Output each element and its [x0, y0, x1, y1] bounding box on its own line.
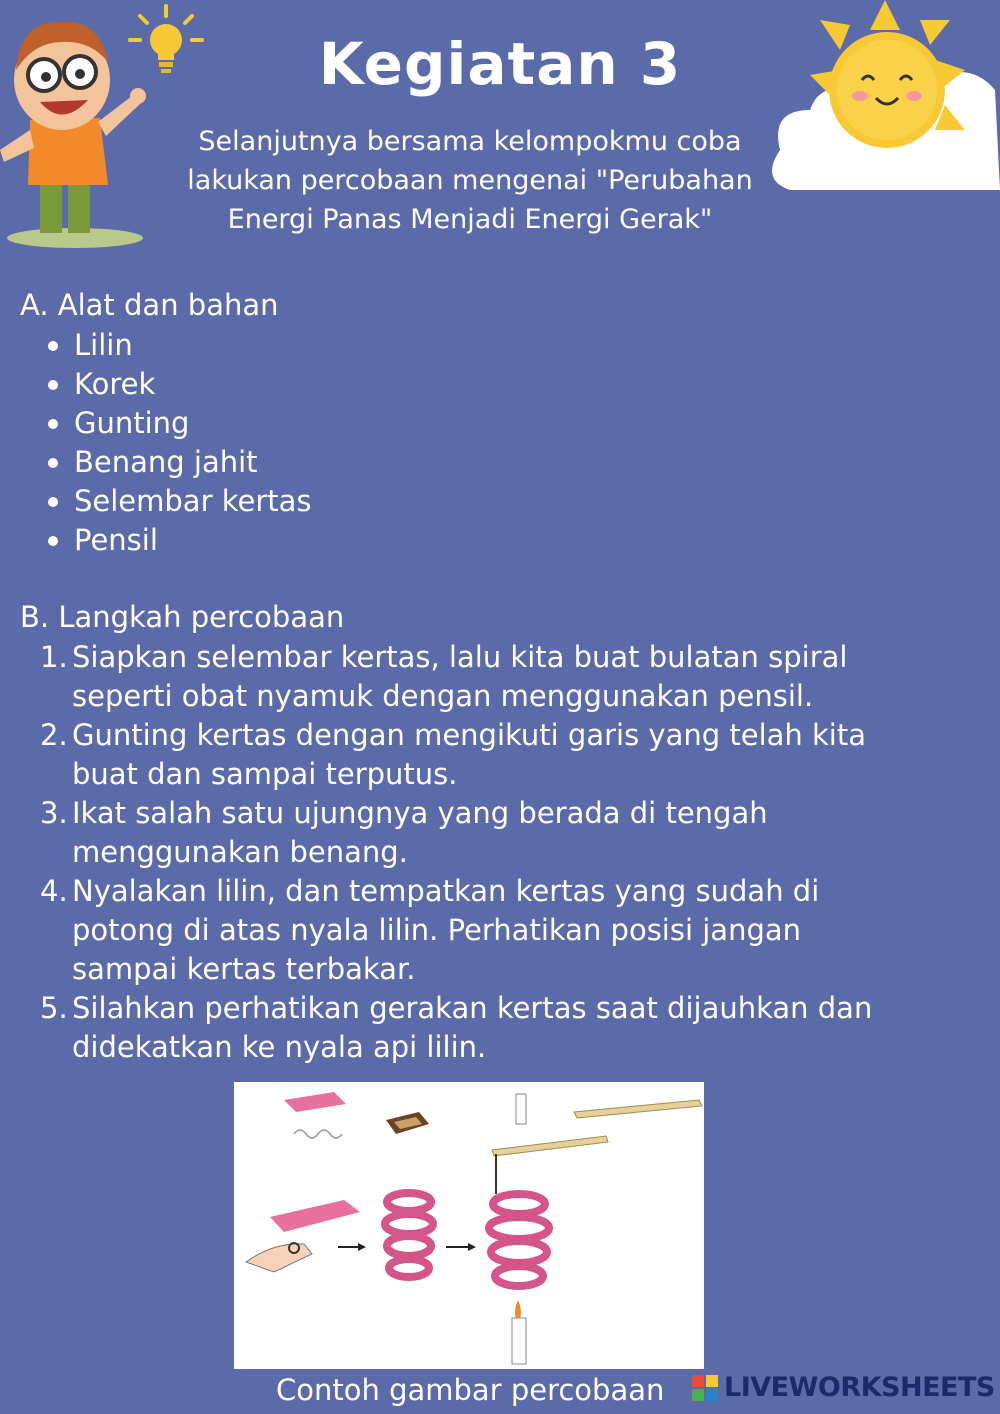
page-title: Kegiatan 3: [318, 30, 682, 98]
step-line: Siapkan selembar kertas, lalu kita buat bulatan spiral: [72, 640, 848, 674]
step-item: [40, 794, 940, 872]
candle-icon: [516, 1094, 526, 1124]
stick-icon: [492, 1136, 608, 1156]
list-item: [40, 365, 312, 404]
step-item: [40, 716, 940, 794]
step-line: Ikat salah satu ujungnya yang berada di tengah: [72, 796, 768, 830]
paper-spiral-icon: [385, 1193, 433, 1277]
step-line: buat dan sampai terputus.: [72, 757, 458, 791]
step-number: 1.: [40, 640, 68, 674]
intro-line: Energi Panas Menjadi Energi Gerak": [227, 204, 713, 235]
intro-line: Selanjutnya bersama kelompokmu coba: [198, 126, 742, 157]
list-item: [40, 443, 312, 482]
list-item-label: Selembar kertas: [74, 484, 312, 518]
steps-heading: B. Langkah percobaan: [20, 600, 345, 634]
step-number: 3.: [40, 796, 68, 830]
liveworksheets-watermark: [692, 1372, 995, 1403]
paper-sheet-icon: [284, 1092, 346, 1112]
list-item: [40, 326, 312, 365]
bullet-icon: [48, 341, 58, 351]
hand-icon: [246, 1244, 312, 1272]
list-item-label: Pensil: [74, 523, 158, 557]
materials-heading: A. Alat dan bahan: [20, 288, 279, 322]
bullet-icon: [48, 497, 58, 507]
step-line: potong di atas nyala lilin. Perhatikan posisi jangan: [72, 913, 802, 947]
liveworksheets-logo-icon: [692, 1375, 718, 1401]
step-line: menggunakan benang.: [72, 835, 408, 869]
step-number: 4.: [40, 874, 68, 908]
step-line: sampai kertas terbakar.: [72, 952, 416, 986]
list-item: [40, 404, 312, 443]
experiment-illustration: [234, 1082, 704, 1369]
step-number: 5.: [40, 991, 68, 1025]
hanging-spiral-icon: [489, 1194, 549, 1286]
step-item: [40, 638, 940, 716]
paper-cut-icon: [270, 1200, 360, 1232]
step-number: 2.: [40, 718, 68, 752]
list-item-label: Benang jahit: [74, 445, 258, 479]
thread-icon: [294, 1130, 342, 1138]
list-item: [40, 521, 312, 560]
watermark-text: LIVEWORKSHEETS: [724, 1372, 995, 1403]
list-item-label: Lilin: [74, 328, 133, 362]
experiment-diagram: [234, 1082, 704, 1369]
bullet-icon: [48, 419, 58, 429]
step-line: seperti obat nyamuk dengan menggunakan pensil.: [72, 679, 814, 713]
lit-candle-icon: [512, 1318, 526, 1364]
bullet-icon: [48, 380, 58, 390]
steps-list: [40, 638, 940, 1067]
step-line: Gunting kertas dengan mengikuti garis yang telah kita: [72, 718, 866, 752]
step-line: Silahkan perhatikan gerakan kertas saat dijauhkan dan: [72, 991, 873, 1025]
list-item-label: Korek: [74, 367, 156, 401]
step-line: didekatkan ke nyala api lilin.: [72, 1030, 487, 1064]
materials-list: [40, 326, 312, 560]
bullet-icon: [48, 458, 58, 468]
step-line: Nyalakan lilin, dan tempatkan kertas yang sudah di: [72, 874, 820, 908]
intro-text: [140, 122, 800, 239]
pencil-icon: [574, 1100, 702, 1118]
intro-line: lakukan percobaan mengenai "Perubahan: [187, 165, 753, 196]
step-item: [40, 989, 940, 1067]
list-item: [40, 482, 312, 521]
step-item: [40, 872, 940, 989]
bullet-icon: [48, 536, 58, 546]
figure-caption: Contoh gambar percobaan: [276, 1373, 665, 1407]
list-item-label: Gunting: [74, 406, 190, 440]
